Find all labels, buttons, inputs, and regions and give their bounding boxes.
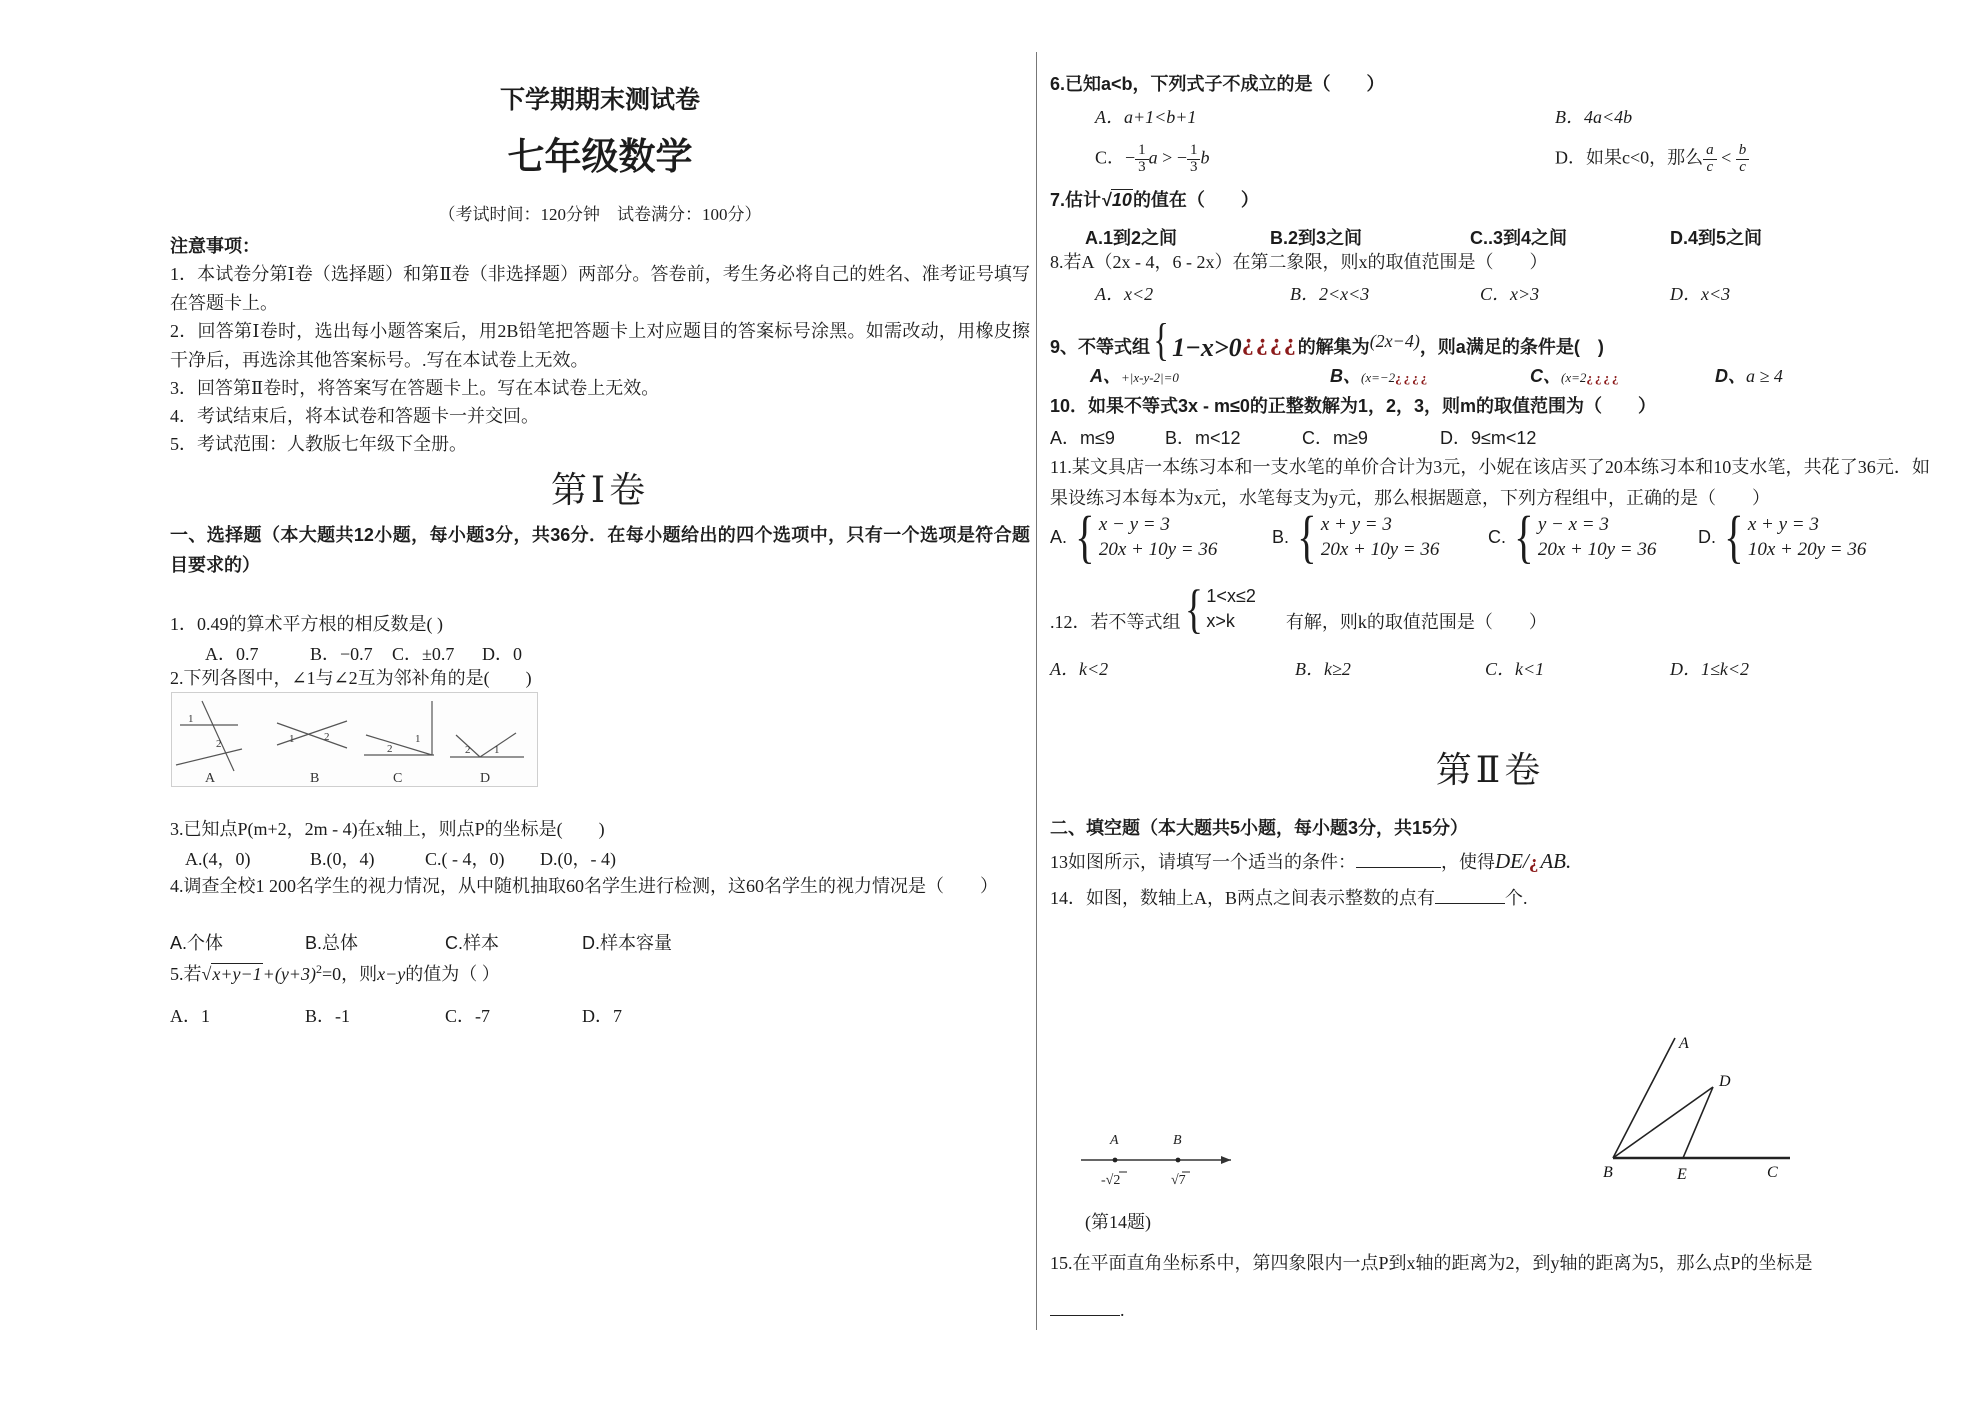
q9-mid: 的解集为 (1297, 337, 1370, 357)
vertex-d-label: D (1719, 1073, 1731, 1090)
adjacent-angles-diagrams (172, 693, 537, 786)
q14-pre: 14．如图，数轴上A，B两点之间表示整数的点有 (1050, 888, 1436, 908)
question-14-text (1050, 884, 1528, 910)
question-6-text: 6.已知a<b，下列式子不成立的是（ ） (1050, 74, 1385, 94)
equation-line: x − y = 3 (1098, 514, 1170, 535)
q7-post: 的值在（ ） (1132, 190, 1259, 210)
q5-then: ，则 (341, 964, 378, 984)
system-brace: { (1724, 504, 1744, 569)
q3-option-c: C.( - 4，0) (425, 849, 505, 869)
q7-option-d: D.4到5之间 (1670, 228, 1763, 248)
q3-option-a: A.(4，0) (185, 849, 251, 869)
q10-option-c: C．m≥9 (1302, 428, 1368, 448)
q5-mid: +(y+3) (262, 964, 316, 984)
number-line (1075, 1130, 1245, 1194)
q10-option-a: A．m≤9 (1050, 428, 1115, 448)
q9-inequality: 1−x>0 (1172, 333, 1242, 362)
note-1: 1．本试卷分第Ⅰ卷（选择题）和第Ⅱ卷（非选择题）两部分。答卷前，考生务必将自己的姓名、准考证号填写在答题卡上。 (170, 264, 1030, 313)
question-1-options (170, 640, 870, 664)
q10-option-b: B．m<12 (1165, 428, 1241, 448)
fraction-denominator: c (1739, 158, 1746, 175)
diagram-label-b: B (310, 771, 320, 786)
q4-option-c: C.样本 (445, 933, 499, 953)
question-6-options-row2 (1050, 133, 1930, 179)
q6-option-b: B．4a<4b (1555, 107, 1633, 127)
q6c-var-b: b (1200, 147, 1210, 168)
angle-label: 2 (216, 738, 222, 750)
equation-line: 10x + 20y = 36 (1747, 539, 1867, 560)
fraction-numerator: 1 (1187, 143, 1201, 160)
note-4: 4．考试结束后，将本试卷和答题卡一并交回。 (170, 406, 539, 426)
equation-line: x + y = 3 (1320, 514, 1392, 535)
radicand: x+y−1 (212, 964, 262, 984)
radical-sign: √ (1101, 190, 1111, 210)
question-3-text: 3.已知点P(m+2，2m - 4)在x轴上，则点P的坐标是( ) (170, 819, 605, 839)
q11-system-c (1488, 504, 1657, 569)
q6d-pre: D．如果c<0，那么 (1555, 147, 1704, 168)
note-5: 5．考试范围：人教版七年级下全册。 (170, 434, 467, 454)
question-9-options (1050, 362, 1930, 388)
system-brace: { (1514, 504, 1534, 569)
q13-blank-line (1356, 852, 1441, 868)
q5-post: 的值为（ ） (405, 964, 500, 984)
q3-option-b: B.(0，4) (310, 849, 375, 869)
question-12-text (1050, 578, 1547, 640)
equation-line: 20x + 10y = 36 (1098, 539, 1218, 560)
equation-line: x + y = 3 (1747, 514, 1819, 535)
q5-option-c: C．-7 (445, 1006, 490, 1026)
angle-label: 2 (465, 744, 471, 756)
part1-heading: 第Ⅰ卷 (550, 470, 650, 510)
diagram-label-d: D (480, 771, 491, 786)
q13-pre: 13如图所示，请填写一个适当的条件： (1050, 852, 1356, 872)
question-13-triangle-figure (1595, 1030, 1815, 1195)
exam-info: （考试时间：120分钟 试卷满分：100分） (438, 205, 762, 224)
q12-option-c: C．k<1 (1485, 659, 1545, 679)
point-b-label: B (1173, 1133, 1182, 1148)
system-brace: { (1075, 504, 1095, 569)
q8-option-d: D．x<3 (1670, 284, 1731, 304)
q6c-minus: − (1125, 147, 1136, 168)
question-7-text (1050, 186, 1259, 212)
q6c-var-a: a (1148, 147, 1158, 168)
q8-option-a: A．x<2 (1095, 284, 1154, 304)
garbled-characters: ¿ (1528, 852, 1541, 873)
column-divider-line (1036, 52, 1037, 1330)
note-3: 3．回答第Ⅱ卷时，将答案写在答题卡上。写在本试卷上无效。 (170, 378, 660, 398)
q14-blank-line (1435, 888, 1505, 904)
vertex-c-label: C (1767, 1164, 1778, 1181)
q11-system-a (1050, 504, 1218, 569)
q4-option-a: A.个体 (170, 933, 224, 953)
q4-option-b: B.总体 (305, 933, 359, 953)
radicand: 10 (1111, 190, 1132, 210)
angle-label: 1 (494, 744, 500, 756)
garbled-characters: ¿¿¿¿ (1395, 370, 1430, 385)
q8-option-b: B．2<x<3 (1290, 284, 1370, 304)
equation-line: 20x + 10y = 36 (1537, 539, 1657, 560)
question-10-text: 10．如果不等式3x - m≤0的正整数解为1，2，3，则m的取值范围为（ ） (1050, 396, 1656, 416)
q9c-formula: (x=2 (1561, 370, 1587, 385)
question-9-text (1050, 303, 1604, 363)
question-15-text: 15.在平面直角坐标系中，第四象限内一点P到x轴的距离为2，到y轴的距离为5，那么点P的坐标是 (1050, 1253, 1813, 1273)
q4-option-d: D.样本容量 (582, 933, 672, 953)
q15-blank-line (1050, 1300, 1120, 1316)
question-8-text: 8.若A（2x - 4，6 - 2x）在第二象限，则x的取值范围是（ ） (1050, 252, 1548, 272)
equation-line: y − x = 3 (1537, 514, 1609, 535)
question-14-number-line-figure (1075, 1130, 1245, 1194)
q8-option-c: C．x>3 (1480, 284, 1540, 304)
vertex-a-label: A (1679, 1035, 1689, 1052)
question-11-systems (1050, 504, 1930, 572)
question-2-text: 2.下列各图中，∠1与∠2互为邻补角的是( ) (170, 668, 532, 688)
q9b-label: B、 (1330, 366, 1361, 386)
q9-label: 9、不等式组 (1050, 337, 1151, 357)
q6c-relation: > (1162, 147, 1173, 168)
page-subtitle: 七年级数学 (507, 136, 693, 177)
q11-system-b (1272, 504, 1440, 569)
q9d-formula: a ≥ 4 (1746, 366, 1783, 386)
q5-option-a: A．1 (170, 1006, 210, 1026)
q15-period: . (1120, 1300, 1125, 1320)
fraction-denominator: c (1706, 158, 1714, 175)
q1-option-c: C．±0.7 (392, 644, 455, 664)
angle-label: 1 (188, 713, 194, 725)
q9-option-a (1090, 362, 1179, 388)
q1-option-d: D．0 (482, 644, 522, 664)
q3-option-d: D.(0，- 4) (540, 849, 616, 869)
question-11-text: 11.某文具店一本练习本和一支水笔的单价合计为3元，小妮在该店买了20本练习本和10支水笔，共花了36元．如果设练习本每本为x元，水笔每支为y元，那么根据题意，下列方程组中，正确的是（ ） (1050, 457, 1930, 508)
q1-option-b: B．−0.7 (310, 644, 373, 664)
q7-pre: 7.估计 (1050, 190, 1102, 210)
fraction-a-over-c (1703, 143, 1717, 176)
q11d-label: D. (1698, 526, 1716, 547)
q1-option-a: A．0.7 (205, 644, 259, 664)
q10-option-d: D．9≤m<12 (1440, 428, 1537, 448)
q5-pre: 5.若 (170, 964, 202, 984)
q7-option-c: C..3到4之间 (1470, 228, 1568, 248)
question-6-options-row1 (1050, 103, 1930, 127)
fraction-b-over-c (1736, 143, 1750, 176)
q9a-label: A、 (1090, 366, 1121, 386)
q9-option-c (1530, 362, 1620, 388)
q6c-minus2: − (1176, 147, 1187, 168)
angle-label: 2 (387, 743, 393, 755)
angle-label: 1 (415, 733, 421, 745)
q12-system (1206, 584, 1255, 634)
fraction-one-third (1187, 143, 1201, 176)
q13-ab: AB. (1540, 849, 1572, 873)
q6d-relation: < (1721, 147, 1732, 168)
question-5-text (170, 952, 500, 986)
q12-post: 有解，则k的取值范围是（ ） (1285, 612, 1547, 632)
figure-14-caption: (第14题) (1085, 1212, 1151, 1232)
point-a-value: -√2 (1101, 1173, 1121, 1188)
q7-option-b: B.2到3之间 (1270, 228, 1363, 248)
q12-option-a: A．k<2 (1050, 659, 1109, 679)
triangle-diagram (1595, 1030, 1815, 1195)
q13-de: DE/ (1495, 849, 1529, 873)
q6-option-d (1555, 143, 1749, 176)
q11b-label: B. (1272, 526, 1290, 547)
system-brace: { (1297, 504, 1317, 569)
page-title: 下学期期末测试卷 (499, 86, 700, 114)
system-brace: { (1184, 579, 1203, 639)
q12-option-b: B．k≥2 (1295, 659, 1351, 679)
question-15-blank (1050, 1300, 1125, 1321)
q12-pre: .12．若不等式组 (1050, 612, 1181, 632)
q11a-label: A. (1050, 526, 1068, 547)
fraction-denominator: 3 (1138, 158, 1146, 175)
q9b-formula: (x=−2 (1361, 370, 1396, 385)
fraction-numerator: b (1736, 143, 1750, 160)
sqrt-expression (202, 963, 263, 984)
question-5-options (170, 1002, 930, 1026)
section1-title: 一、选择题（本大题共12小题，每小题3分，共36分．在每小题给出的四个选项中，只有一个选项是符合题目要求的） (170, 525, 1030, 575)
garbled-characters: ¿¿¿¿ (1241, 330, 1298, 356)
angle-label: 1 (289, 733, 295, 745)
q9-option-d (1715, 362, 1783, 388)
question-2-figure (171, 692, 538, 787)
sqrt-10 (1101, 189, 1133, 210)
q9-option-b (1330, 362, 1429, 388)
q13-mid: ，使得 (1441, 852, 1495, 872)
point-b-value: √7 (1171, 1173, 1186, 1188)
question-3-options (170, 845, 930, 869)
diagram-label-a: A (205, 771, 216, 786)
q5-eq: =0 (321, 964, 342, 984)
inequality-line: x>k (1206, 611, 1235, 631)
question-4-text: 4.调查全校1 200名学生的视力情况，从中随机抽取60名学生进行检测，这60名学生的视力情况是（ ） (170, 876, 998, 896)
q9-post: ，则a满足的条件是( ) (1419, 337, 1604, 357)
q5-option-d: D．7 (582, 1006, 622, 1026)
question-12-options (1050, 655, 1930, 679)
q12-option-d: D．1≤k<2 (1670, 659, 1750, 679)
q5-exponent: 2 (315, 962, 322, 976)
q5-expr: x−y (377, 964, 406, 984)
notes-title: 注意事项： (170, 236, 260, 256)
angle-label: 2 (324, 731, 330, 743)
q9c-label: C、 (1530, 366, 1561, 386)
q9d-label: D、 (1715, 366, 1746, 386)
point-a-label: A (1110, 1133, 1119, 1148)
fraction-numerator: a (1703, 143, 1717, 160)
q6c-label: C． (1095, 147, 1126, 168)
fraction-denominator: 3 (1189, 158, 1198, 175)
question-4-options (170, 929, 930, 953)
q9a-formula: +|x-y-2|=0 (1121, 370, 1179, 385)
q6-option-a: A．a+1<b+1 (1095, 107, 1197, 127)
inequality-line: 1<x≤2 (1206, 586, 1256, 606)
section2-title: 二、填空题（本大题共5小题，每小题3分，共15分） (1050, 818, 1469, 838)
note-2: 2．回答第Ⅰ卷时，选出每小题答案后，用2B铅笔把答题卡上对应题目的答案标号涂黑。如需改动，用橡皮擦干净后，再选涂其他答案标号。.写在本试卷上无效。 (170, 321, 1030, 370)
fraction-numerator: 1 (1135, 143, 1149, 160)
q11-system-d (1698, 504, 1867, 569)
vertex-e-label: E (1677, 1166, 1687, 1183)
q14-post: 个. (1505, 888, 1528, 908)
equation-line: 20x + 10y = 36 (1320, 539, 1440, 560)
q6-option-c (1095, 143, 1209, 176)
question-13-text (1050, 848, 1571, 874)
question-7-options (1050, 224, 1930, 248)
garbled-characters: ¿¿¿¿ (1586, 370, 1621, 385)
fraction-one-third (1135, 143, 1149, 176)
vertex-b-label: B (1603, 1164, 1613, 1181)
q7-option-a: A.1到2之间 (1085, 228, 1178, 248)
question-8-options (1050, 280, 1930, 304)
system-brace: { (1153, 314, 1169, 365)
radical-sign: √ (201, 964, 212, 984)
diagram-label-c: C (393, 771, 403, 786)
q9-raised-expression: (2x−4) (1369, 331, 1420, 351)
q11c-label: C. (1488, 526, 1506, 547)
part2-heading: 第Ⅱ卷 (1435, 750, 1545, 790)
question-1-text: 1．0.49的算术平方根的相反数是( ) (170, 614, 443, 634)
question-10-options (1050, 424, 1930, 448)
q5-option-b: B．-1 (305, 1006, 350, 1026)
